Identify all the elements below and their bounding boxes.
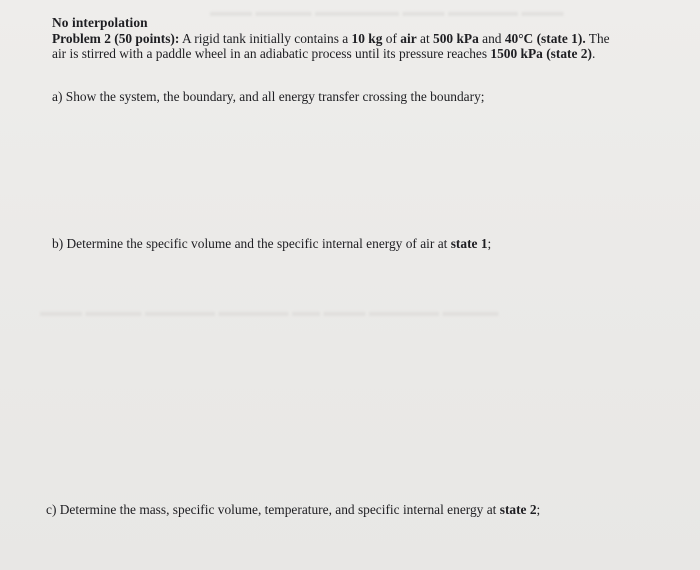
problem-text-segment: at xyxy=(416,30,434,46)
part-c-state: state 2 xyxy=(499,502,537,517)
part-b-question xyxy=(52,236,491,252)
state-1-label: (state 1). xyxy=(536,30,586,46)
no-interpolation-note: No interpolation xyxy=(52,15,148,30)
mass-value: 10 kg xyxy=(351,30,383,46)
part-b-text: b) Determine the specific volume and the specific internal energy of air at xyxy=(52,236,451,251)
part-c-text: c) Determine the mass, specific volume, temperature, and specific internal energy at xyxy=(46,502,500,517)
final-pressure: 1500 kPa xyxy=(490,46,543,61)
problem-text-segment: A rigid tank initially contains a xyxy=(179,30,352,46)
problem-text xyxy=(52,31,624,62)
initial-temperature: 40°C xyxy=(504,30,534,46)
problem-label: Problem 2 (50 points): xyxy=(52,30,180,46)
substance-name: air xyxy=(400,30,417,46)
problem-text-segment: . xyxy=(591,46,596,61)
problem-text-segment: of xyxy=(382,30,401,46)
part-c-end: ; xyxy=(536,502,541,517)
bleed-through-text-top: ▬▬▬ ▬▬▬▬▬ ▬▬▬ ▬▬▬▬▬▬ ▬▬▬▬ ▬▬▬ xyxy=(210,5,564,20)
problem-statement xyxy=(52,15,624,62)
initial-pressure: 500 kPa xyxy=(433,30,479,46)
part-a-question: a) Show the system, the boundary, and all energy transfer crossing the boundary; xyxy=(52,89,485,104)
part-b-end: ; xyxy=(487,236,492,251)
part-b-state: state 1 xyxy=(450,236,488,251)
state-2-label: (state 2) xyxy=(546,46,592,61)
bleed-through-text-middle: ▬▬▬▬ ▬▬▬▬▬ ▬▬▬ ▬▬ ▬▬▬▬▬ ▬▬▬▬▬ ▬▬▬▬ ▬▬▬ xyxy=(40,305,499,320)
problem-text-segment: The air is stirred with a paddle wheel in an adiabatic process until its pressure reaches xyxy=(52,30,610,61)
part-c-question xyxy=(46,502,540,518)
problem-text-segment: and xyxy=(478,30,505,46)
